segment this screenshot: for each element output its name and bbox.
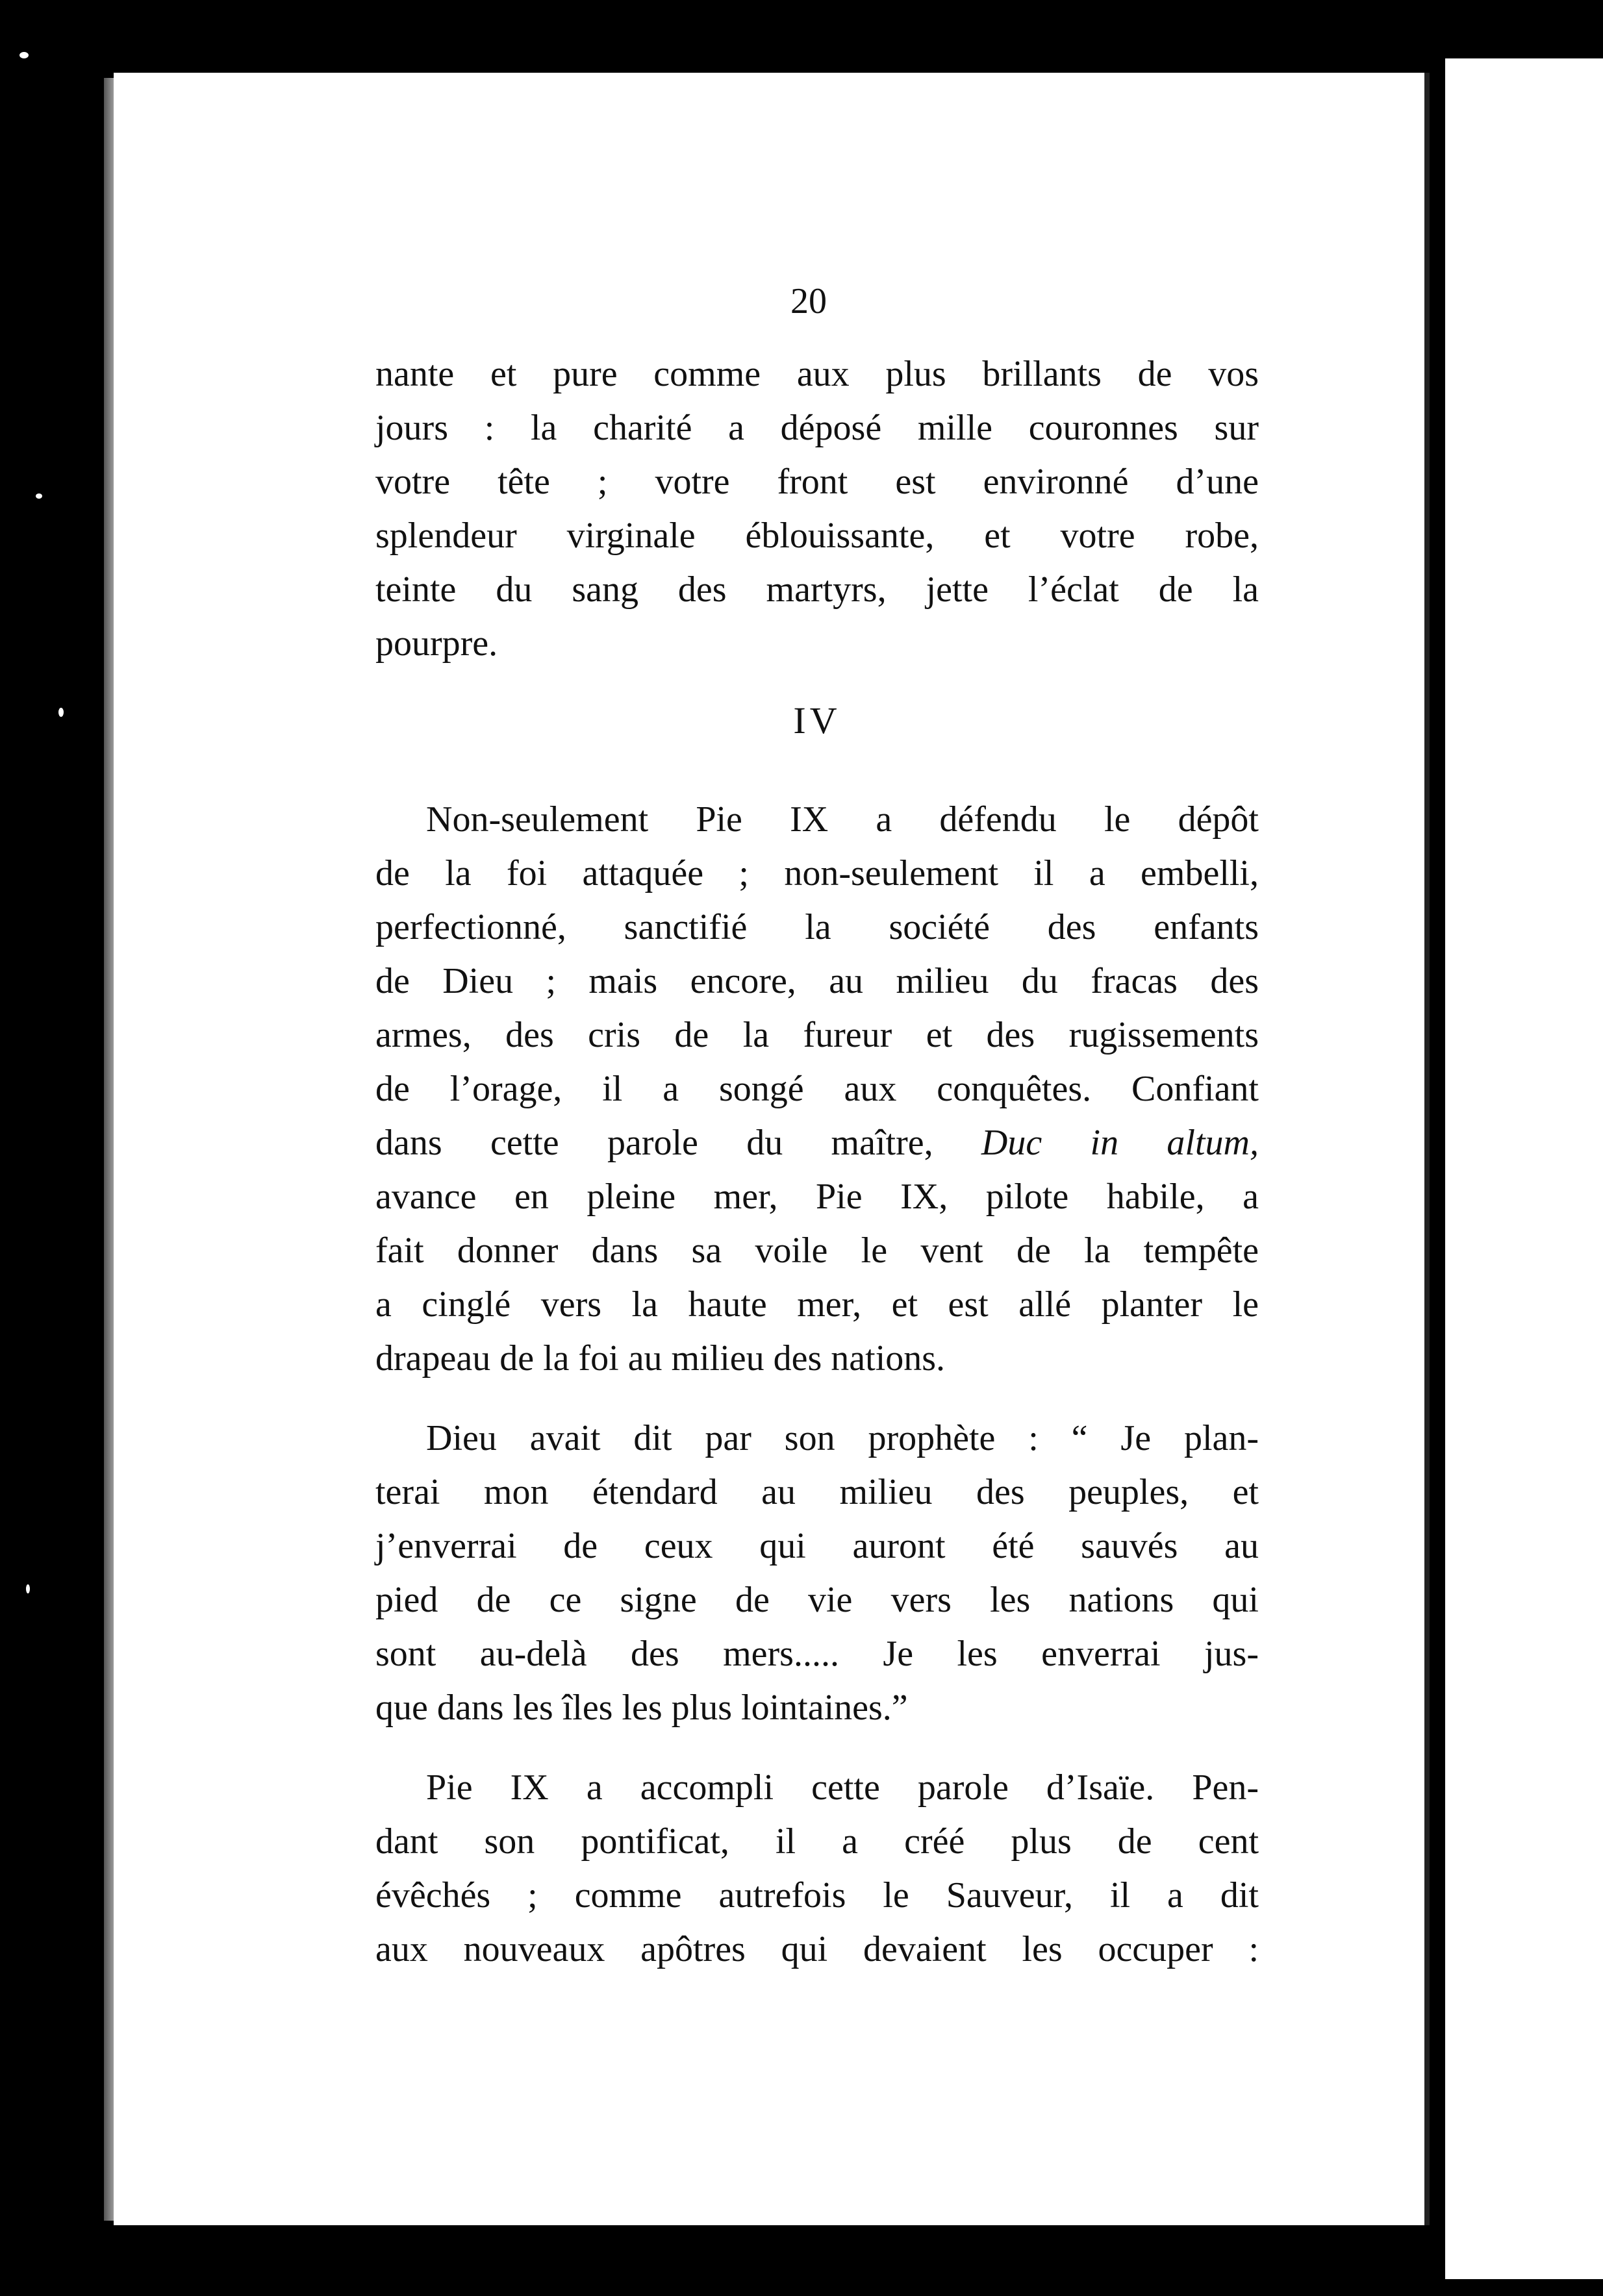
text-line: fait donner dans sa voile le vent de la tempête <box>375 1230 1259 1271</box>
text-line: splendeur virginale éblouissante, et votre robe, <box>375 516 1259 556</box>
text-line: a cinglé vers la haute mer, et est allé planter le <box>375 1284 1259 1325</box>
section-heading: IV <box>793 699 841 742</box>
text-line: terai mon étendard au milieu des peuples, et <box>375 1472 1259 1512</box>
text-line: avance en pleine mer, Pie IX, pilote habile, a <box>375 1177 1259 1217</box>
paragraph-2 <box>375 793 1259 1386</box>
text-fragment: dans cette parole du maître, <box>375 1123 933 1163</box>
text-line: aux nouveaux apôtres qui devaient les occuper : <box>375 1929 1259 1969</box>
text-line: j’enverrai de ceux qui auront été sauvés au <box>375 1526 1259 1566</box>
text-line: Non-seulement Pie IX a défendu le dépôt <box>426 799 1259 840</box>
text-line: pourpre. <box>375 623 498 664</box>
text-line: que dans les îles les plus lointaines.” <box>375 1688 908 1728</box>
text-line: perfectionné, sanctifié la société des enfants <box>375 907 1259 947</box>
text-line: sont au-delà des mers..... Je les enverrai jus- <box>375 1634 1259 1674</box>
text-line: armes, des cris de la fureur et des rugissements <box>375 1015 1259 1055</box>
text-line: drapeau de la foi au milieu des nations. <box>375 1338 946 1379</box>
page-text <box>375 273 1259 1977</box>
text-line <box>375 1116 1259 1170</box>
scan-speck <box>58 708 64 717</box>
latin-quote: Duc in altum, <box>981 1123 1259 1163</box>
paragraph-4 <box>375 1761 1259 1977</box>
text-line: Dieu avait dit par son prophète : “ Je plan- <box>426 1418 1259 1458</box>
paragraph-3 <box>375 1412 1259 1735</box>
text-line: de Dieu ; mais encore, au milieu du fracas des <box>375 961 1259 1001</box>
paragraph-1 <box>375 347 1259 671</box>
text-line: Pie IX a accompli cette parole d’Isaïe. Pen- <box>426 1767 1259 1808</box>
text-line: teinte du sang des martyrs, jette l’éclat de la <box>375 569 1259 610</box>
text-line: votre tête ; votre front est environné d’une <box>375 462 1259 502</box>
text-line: évêchés ; comme autrefois le Sauveur, il a dit <box>375 1875 1259 1915</box>
text-line: jours : la charité a déposé mille couronnes sur <box>375 408 1259 448</box>
scan-speck <box>19 52 29 58</box>
text-line: nante et pure comme aux plus brillants de vos <box>375 354 1259 394</box>
text-line: de l’orage, il a songé aux conquêtes. Confiant <box>375 1069 1259 1109</box>
facing-page-edge <box>1445 58 1603 2279</box>
scan-speck <box>26 1584 30 1593</box>
page-number: 20 <box>790 281 827 321</box>
scan-speck <box>36 493 42 499</box>
text-line: pied de ce signe de vie vers les nations qui <box>375 1580 1259 1620</box>
text-line: de la foi attaquée ; non-seulement il a embelli, <box>375 853 1259 893</box>
text-line: dant son pontificat, il a créé plus de cent <box>375 1821 1259 1862</box>
